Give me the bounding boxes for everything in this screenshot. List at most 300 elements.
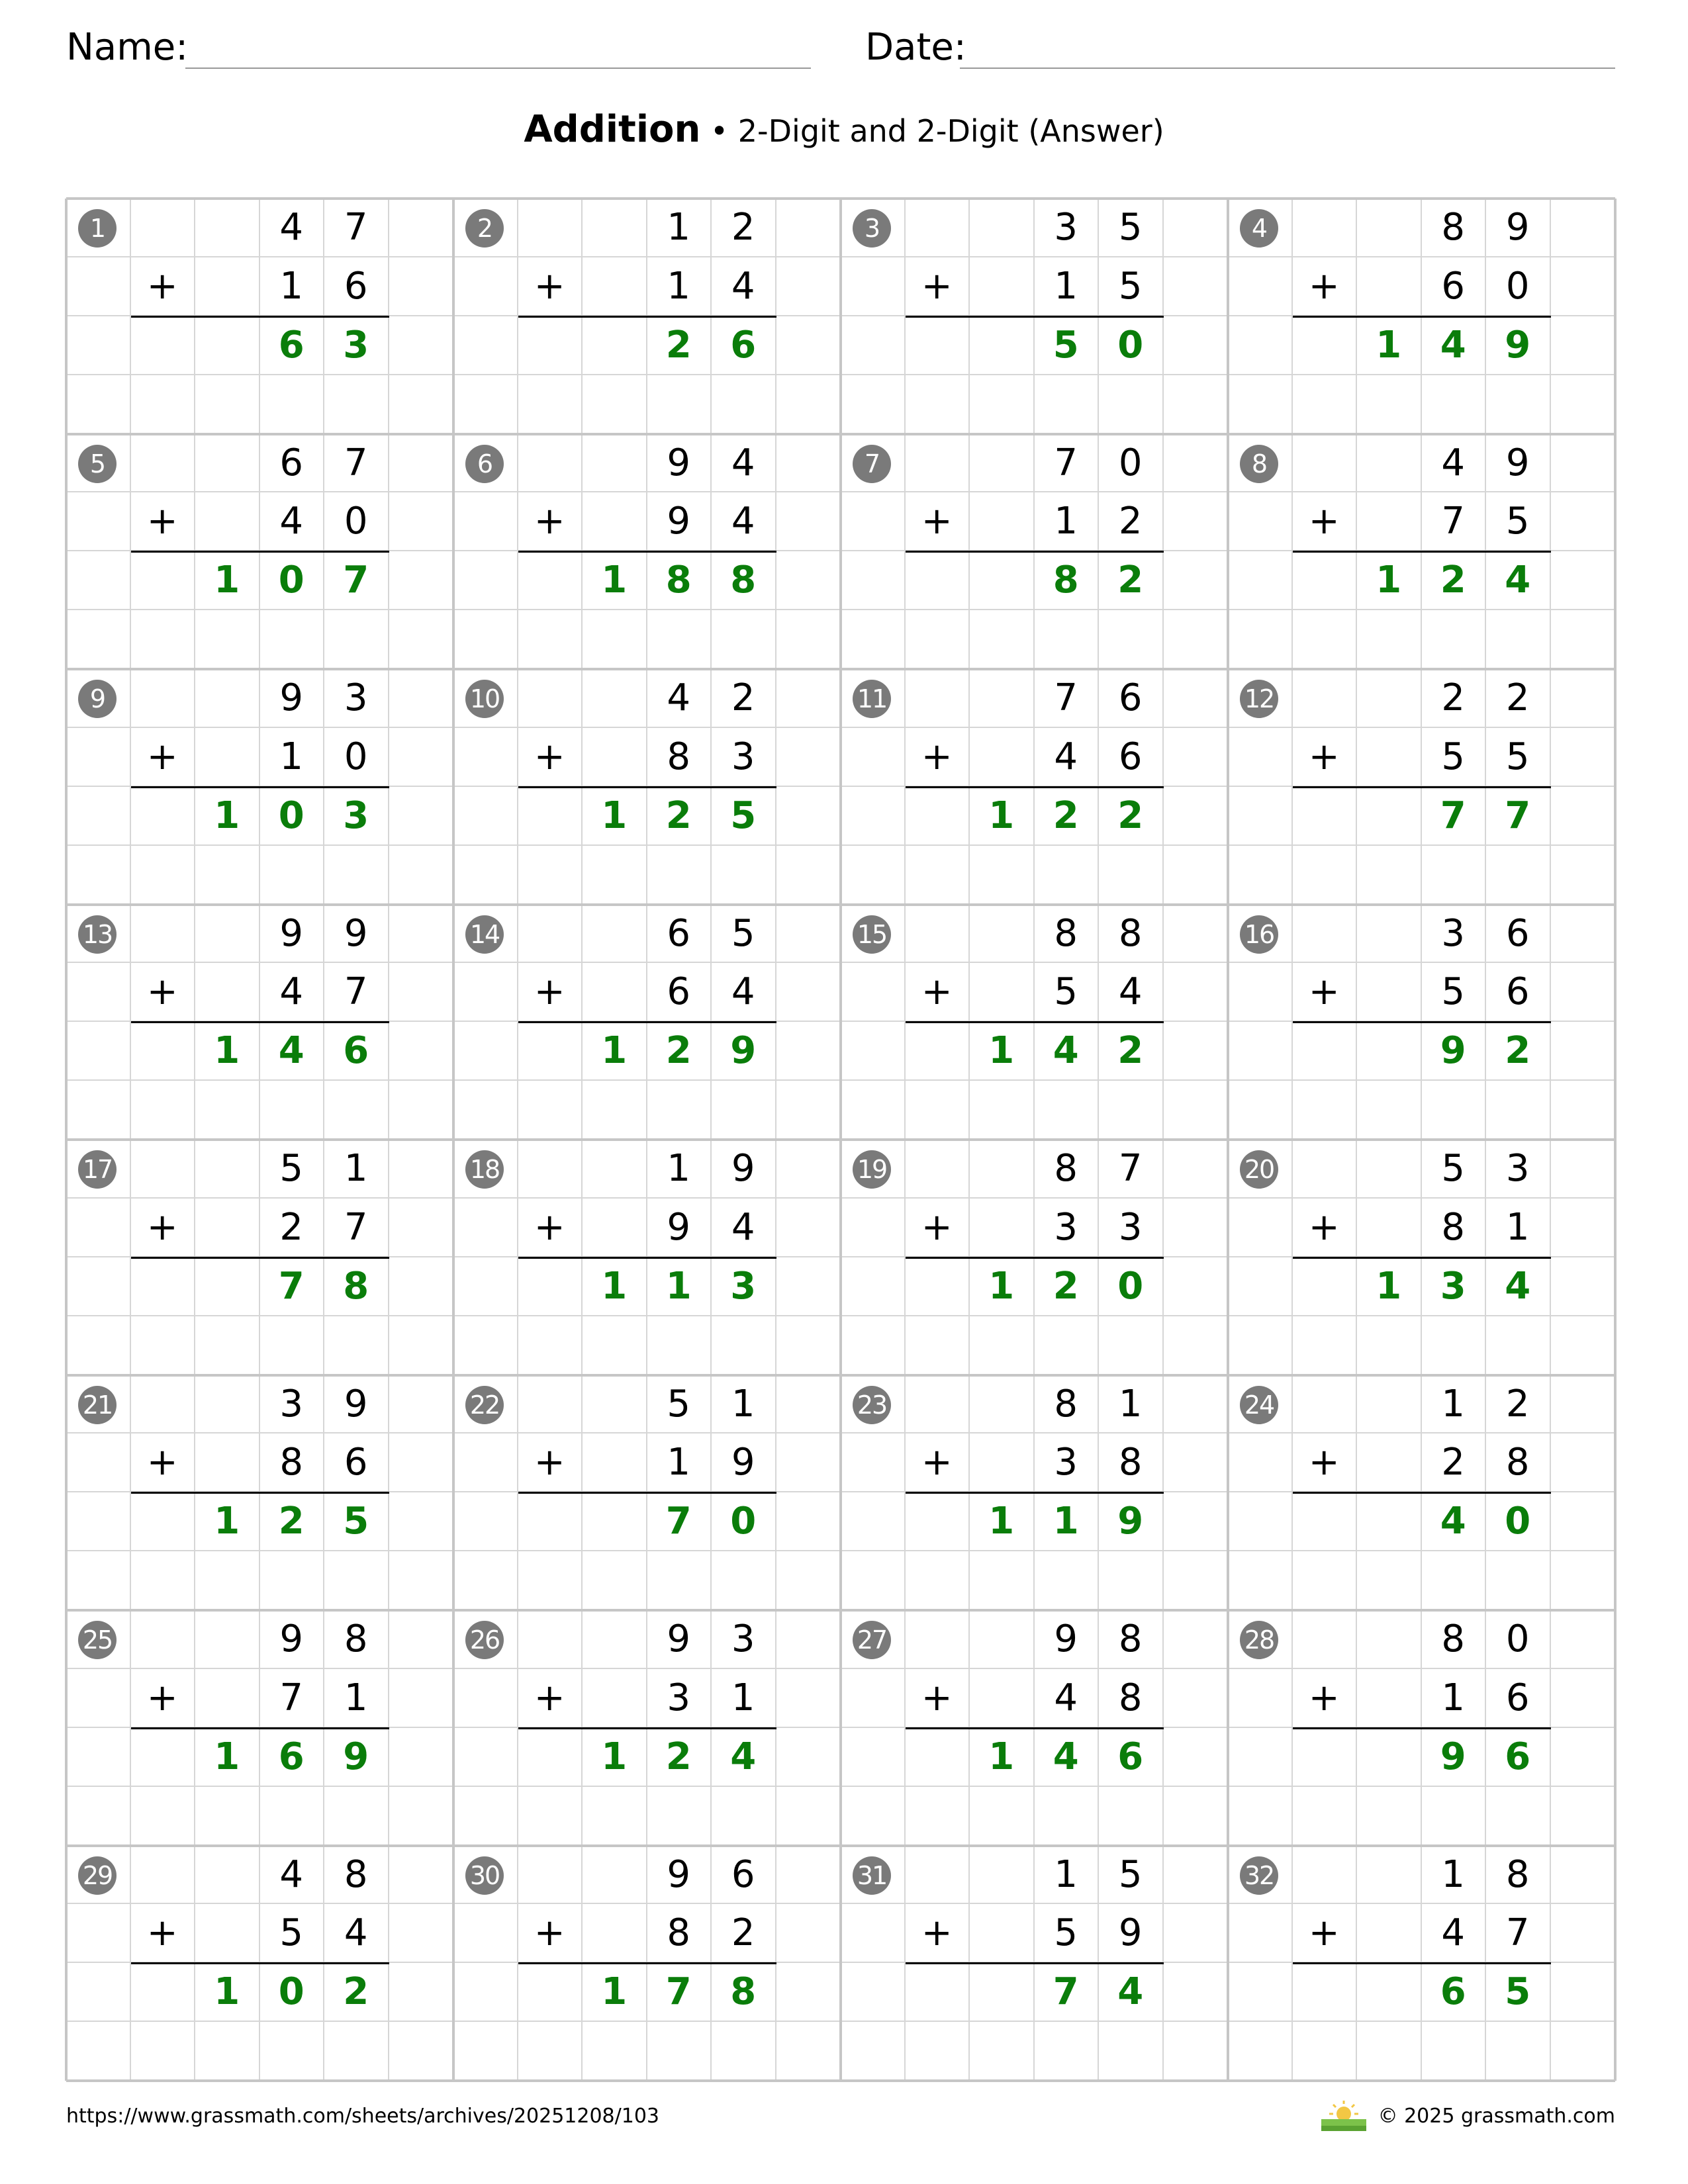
grid-cell (1422, 1551, 1487, 1610)
grid-cell (583, 669, 647, 728)
problem-number-badge: 29 (78, 1856, 117, 1895)
grid-cell (1357, 1610, 1422, 1669)
grid-cell (841, 1433, 906, 1492)
grid-cell (1228, 1787, 1293, 1846)
answer-digit: 1 (583, 551, 647, 610)
grid-cell (970, 1846, 1035, 1905)
problem-5 (66, 434, 453, 670)
answer-digit: 0 (1099, 316, 1164, 375)
grid-cell (389, 1492, 454, 1551)
grid-cell (970, 434, 1035, 493)
grid-cell (1164, 1610, 1229, 1669)
grid-cell (970, 1316, 1035, 1375)
grid-cell (66, 1433, 131, 1492)
grid-cell (1035, 2022, 1100, 2081)
addend-a-digit: 2 (1486, 669, 1551, 728)
grid-cell (1551, 787, 1616, 846)
grid-cell (1164, 1140, 1229, 1199)
grid-cell (776, 610, 841, 669)
grid-cell (970, 1551, 1035, 1610)
grid-cell (1551, 669, 1616, 728)
answer-digit: 8 (1035, 551, 1100, 610)
grid-cell (1551, 1846, 1616, 1905)
grid-cell (1293, 787, 1358, 846)
problem-number-badge: 24 (1240, 1386, 1278, 1424)
grid-cell (1164, 610, 1229, 669)
grid-cell (906, 1022, 970, 1081)
answer-digit: 5 (1486, 1963, 1551, 2022)
grid-divider-horizontal (66, 433, 1615, 435)
grid-cell (1164, 1199, 1229, 1257)
grid-cell (389, 1316, 454, 1375)
addend-b-digit: 4 (712, 492, 776, 551)
answer-digit: 2 (260, 1492, 325, 1551)
answer-digit (1357, 787, 1422, 846)
grid-cell (841, 1199, 906, 1257)
grid-cell (1035, 1787, 1100, 1846)
grid-cell (518, 1728, 583, 1787)
sum-line (1293, 1492, 1551, 1494)
grid-cell (453, 610, 518, 669)
grid-cell (583, 846, 647, 905)
plus-operator: + (518, 257, 583, 316)
grid-cell (518, 1551, 583, 1610)
grid-cell (712, 2022, 776, 2081)
grid-cell (260, 1081, 325, 1140)
addend-b-digit: 0 (324, 492, 389, 551)
title-separator: • (700, 113, 738, 149)
plus-operator: + (518, 1199, 583, 1257)
addend-a-digit: 5 (1099, 199, 1164, 257)
grid-cell (776, 669, 841, 728)
answer-digit: 2 (1099, 1022, 1164, 1081)
problem-18 (453, 1140, 841, 1375)
grid-cell (1551, 1728, 1616, 1787)
grid-cell (1551, 1904, 1616, 1963)
grid-cell (647, 846, 712, 905)
addend-b-digit: 5 (1422, 963, 1487, 1022)
grid-cell (1551, 492, 1616, 551)
grid-cell (1551, 1610, 1616, 1669)
grid-cell (1228, 1728, 1293, 1787)
problem-number-badge: 16 (1240, 915, 1278, 954)
grid-cell (1551, 551, 1616, 610)
grid-cell (841, 257, 906, 316)
problem-number-badge: 25 (78, 1621, 117, 1659)
sum-line (1293, 786, 1551, 788)
plus-operator: + (1293, 1199, 1358, 1257)
answer-digit: 1 (195, 787, 260, 846)
grid-cell (1228, 610, 1293, 669)
grid-cell (324, 1081, 389, 1140)
answer-digit: 0 (260, 1963, 325, 2022)
grid-cell (131, 1728, 196, 1787)
grid-cell (1422, 1787, 1487, 1846)
grid-cell (583, 434, 647, 493)
grid-cell (841, 787, 906, 846)
grid-cell (195, 492, 260, 551)
problem-number-badge: 32 (1240, 1856, 1278, 1895)
answer-digit: 2 (647, 316, 712, 375)
grid-cell (970, 963, 1035, 1022)
grid-cell (195, 905, 260, 964)
grid-cell (1551, 1257, 1616, 1316)
grid-cell (1099, 1316, 1164, 1375)
answer-digit: 6 (260, 1728, 325, 1787)
problem-10 (453, 669, 841, 905)
addend-b-digit: 6 (324, 257, 389, 316)
grid-cell (647, 2022, 712, 2081)
date-field[interactable] (960, 68, 1615, 69)
grid-cell (453, 787, 518, 846)
problem-20 (1228, 1140, 1615, 1375)
sum-line (1293, 1962, 1551, 1964)
problem-number-badge: 3 (853, 209, 891, 248)
answer-digit: 0 (712, 1492, 776, 1551)
grid-cell (518, 551, 583, 610)
grid-cell (518, 375, 583, 434)
grid-cell (1035, 375, 1100, 434)
grid-cell (195, 846, 260, 905)
answer-digit: 9 (1422, 1728, 1487, 1787)
plus-operator: + (131, 1199, 196, 1257)
sum-line (518, 551, 776, 553)
sum-line (906, 1727, 1164, 1729)
grid-cell (1293, 1492, 1358, 1551)
addend-a-digit: 1 (1422, 1846, 1487, 1905)
grid-cell (776, 846, 841, 905)
grid-cell (518, 1787, 583, 1846)
sum-line (1293, 316, 1551, 318)
grid-cell (970, 1433, 1035, 1492)
grid-cell (1422, 610, 1487, 669)
grid-cell (1551, 728, 1616, 787)
grid-cell (1551, 1669, 1616, 1728)
grid-cell (1164, 1787, 1229, 1846)
grid-cell (518, 2022, 583, 2081)
answer-digit: 4 (260, 1022, 325, 1081)
answer-digit (583, 316, 647, 375)
grid-cell (1164, 1022, 1229, 1081)
grid-cell (1164, 905, 1229, 964)
answer-digit (1357, 1492, 1422, 1551)
grid-cell (195, 1846, 260, 1905)
grid-cell (324, 1787, 389, 1846)
plus-operator: + (1293, 492, 1358, 551)
grid-cell (841, 610, 906, 669)
grid-cell (453, 1316, 518, 1375)
answer-digit: 7 (647, 1963, 712, 2022)
grid-cell (260, 1787, 325, 1846)
grid-cell (583, 492, 647, 551)
grid-cell (776, 1081, 841, 1140)
grid-cell (776, 905, 841, 964)
grid-cell (1164, 1963, 1229, 2022)
grid-cell (389, 1728, 454, 1787)
addend-a-digit: 1 (324, 1140, 389, 1199)
answer-digit: 2 (1035, 787, 1100, 846)
addend-a-digit: 4 (1422, 434, 1487, 493)
addend-a-digit: 9 (260, 669, 325, 728)
grid-cell (1228, 1022, 1293, 1081)
grid-cell (1486, 1551, 1551, 1610)
grid-cell (66, 610, 131, 669)
grid-cell (970, 1669, 1035, 1728)
answer-digit: 8 (324, 1257, 389, 1316)
addend-a-digit: 7 (324, 199, 389, 257)
answer-digit: 1 (583, 1728, 647, 1787)
grid-cell (906, 669, 970, 728)
problem-number-badge: 4 (1240, 209, 1278, 248)
grid-cell (1357, 1140, 1422, 1199)
answer-digit: 6 (1422, 1963, 1487, 2022)
plus-operator: + (906, 492, 970, 551)
grid-divider-horizontal (66, 197, 1615, 200)
addend-a-digit: 6 (260, 434, 325, 493)
grid-cell (583, 1199, 647, 1257)
addend-a-digit: 2 (1486, 1375, 1551, 1434)
grid-cell (841, 1257, 906, 1316)
plus-operator: + (131, 728, 196, 787)
answer-digit: 1 (970, 787, 1035, 846)
addend-a-digit: 5 (1422, 1140, 1487, 1199)
grid-cell (841, 1551, 906, 1610)
plus-operator: + (1293, 963, 1358, 1022)
grid-cell (1164, 1846, 1229, 1905)
grid-cell (1293, 1375, 1358, 1434)
grid-cell (1357, 1316, 1422, 1375)
answer-digit: 5 (1035, 316, 1100, 375)
name-field[interactable] (185, 68, 811, 69)
grid-cell (712, 375, 776, 434)
grid-cell (1551, 1022, 1616, 1081)
grid-cell (260, 846, 325, 905)
addend-b-digit: 5 (260, 1904, 325, 1963)
answer-digit: 1 (195, 1963, 260, 2022)
grid-cell (1099, 1787, 1164, 1846)
grid-cell (1357, 669, 1422, 728)
grid-cell (906, 316, 970, 375)
grid-cell (712, 1081, 776, 1140)
plus-operator: + (518, 963, 583, 1022)
answer-digit: 4 (1486, 551, 1551, 610)
grid-cell (195, 1375, 260, 1434)
addend-b-digit: 3 (647, 1669, 712, 1728)
grid-cell (1422, 846, 1487, 905)
addend-b-digit: 1 (1422, 1669, 1487, 1728)
answer-digit: 1 (195, 1492, 260, 1551)
addend-b-digit: 0 (1486, 257, 1551, 316)
addend-a-digit: 4 (260, 1846, 325, 1905)
addend-b-digit: 4 (324, 1904, 389, 1963)
grid-cell (1035, 1081, 1100, 1140)
grid-cell (389, 1199, 454, 1257)
grid-cell (906, 905, 970, 964)
grid-cell (906, 1375, 970, 1434)
grid-cell (1551, 1433, 1616, 1492)
grid-cell (1164, 1433, 1229, 1492)
grid-cell (1035, 1316, 1100, 1375)
sum-line (906, 786, 1164, 788)
grid-cell (1164, 728, 1229, 787)
answer-digit: 7 (260, 1257, 325, 1316)
answer-digit: 2 (647, 787, 712, 846)
grid-cell (324, 1316, 389, 1375)
answer-digit: 2 (1099, 787, 1164, 846)
addend-a-digit: 4 (647, 669, 712, 728)
grid-cell (1357, 199, 1422, 257)
addend-b-digit: 1 (712, 1669, 776, 1728)
grid-cell (712, 610, 776, 669)
grid-cell (583, 1846, 647, 1905)
addend-a-digit: 9 (1486, 434, 1551, 493)
sum-line (518, 1962, 776, 1964)
grid-cell (131, 316, 196, 375)
grid-cell (1164, 375, 1229, 434)
grid-cell (66, 1199, 131, 1257)
grid-cell (518, 1257, 583, 1316)
grid-cell (1293, 1610, 1358, 1669)
grid-cell (776, 1316, 841, 1375)
grid-cell (453, 1728, 518, 1787)
answer-digit: 0 (1099, 1257, 1164, 1316)
addend-b-digit: 7 (1422, 492, 1487, 551)
grid-cell (970, 1140, 1035, 1199)
addend-b-digit: 4 (1422, 1904, 1487, 1963)
grid-cell (1293, 375, 1358, 434)
sum-line (1293, 1257, 1551, 1259)
grid-cell (1164, 1316, 1229, 1375)
grid-cell (970, 1904, 1035, 1963)
answer-digit: 4 (712, 1728, 776, 1787)
grid-cell (1228, 1904, 1293, 1963)
grid-cell (776, 1610, 841, 1669)
grid-cell (906, 1140, 970, 1199)
grid-cell (389, 1551, 454, 1610)
grid-cell (1293, 1081, 1358, 1140)
answer-digit: 1 (1357, 316, 1422, 375)
grid-cell (389, 551, 454, 610)
grid-cell (776, 1140, 841, 1199)
grid-cell (1357, 1551, 1422, 1610)
addend-b-digit: 8 (1099, 1669, 1164, 1728)
addend-b-digit: 7 (1486, 1904, 1551, 1963)
grid-cell (66, 551, 131, 610)
problem-17 (66, 1140, 453, 1375)
grid-cell (518, 1610, 583, 1669)
grid-cell (970, 1199, 1035, 1257)
sum-line (906, 316, 1164, 318)
grid-cell (66, 1081, 131, 1140)
grid-cell (1551, 434, 1616, 493)
addend-b-digit: 8 (1422, 1199, 1487, 1257)
grid-cell (1293, 1551, 1358, 1610)
addend-a-digit: 8 (1035, 905, 1100, 964)
addend-a-digit: 4 (260, 199, 325, 257)
addend-a-digit: 7 (1099, 1140, 1164, 1199)
addend-b-digit: 7 (324, 1199, 389, 1257)
problem-15 (841, 905, 1228, 1140)
addend-a-digit: 7 (324, 434, 389, 493)
grid-cell (195, 1316, 260, 1375)
problem-1 (66, 199, 453, 434)
answer-digit: 4 (1422, 1492, 1487, 1551)
addend-b-digit: 2 (712, 1904, 776, 1963)
grid-cell (1228, 551, 1293, 610)
addend-a-digit: 8 (1422, 1610, 1487, 1669)
grid-cell (195, 199, 260, 257)
answer-digit: 1 (583, 1022, 647, 1081)
grid-cell (776, 787, 841, 846)
grid-cell (131, 1551, 196, 1610)
grid-cell (260, 1316, 325, 1375)
grid-cell (970, 375, 1035, 434)
grid-cell (453, 1904, 518, 1963)
addend-b-digit: 4 (260, 492, 325, 551)
problem-number-badge: 22 (465, 1386, 504, 1424)
grid-cell (453, 1669, 518, 1728)
grid-cell (1486, 2022, 1551, 2081)
grid-cell (1293, 199, 1358, 257)
grid-cell (131, 1787, 196, 1846)
answer-digit: 1 (583, 1963, 647, 2022)
grid-cell (1228, 1551, 1293, 1610)
sum-line (518, 1492, 776, 1494)
grid-cell (1551, 1551, 1616, 1610)
addend-a-digit: 2 (1422, 669, 1487, 728)
grid-cell (131, 1610, 196, 1669)
sum-line (906, 551, 1164, 553)
addend-a-digit: 6 (712, 1846, 776, 1905)
answer-digit: 1 (583, 787, 647, 846)
problem-number-badge: 28 (1240, 1621, 1278, 1659)
answer-digit: 7 (1035, 1963, 1100, 2022)
addend-a-digit: 6 (1099, 669, 1164, 728)
answer-digit (1357, 1022, 1422, 1081)
answer-digit (970, 1963, 1035, 2022)
answer-digit (195, 1257, 260, 1316)
grid-cell (131, 1022, 196, 1081)
grid-cell (647, 1787, 712, 1846)
problem-number-badge: 27 (853, 1621, 891, 1659)
plus-operator: + (1293, 1904, 1358, 1963)
grid-cell (1357, 610, 1422, 669)
grid-cell (453, 1433, 518, 1492)
addend-a-digit: 3 (1486, 1140, 1551, 1199)
sum-line (906, 1962, 1164, 1964)
grid-cell (776, 728, 841, 787)
plus-operator: + (906, 1433, 970, 1492)
grid-cell (260, 610, 325, 669)
addend-a-digit: 1 (647, 199, 712, 257)
grid-cell (776, 1669, 841, 1728)
grid-cell (1486, 846, 1551, 905)
grid-cell (324, 610, 389, 669)
grid-cell (66, 846, 131, 905)
answer-digit: 6 (1486, 1728, 1551, 1787)
answer-digit: 3 (1422, 1257, 1487, 1316)
grid-cell (841, 1669, 906, 1728)
grid-cell (583, 728, 647, 787)
sum-line (518, 1727, 776, 1729)
grid-cell (906, 551, 970, 610)
addend-b-digit: 8 (647, 728, 712, 787)
plus-operator: + (131, 492, 196, 551)
grid-cell (1551, 1963, 1616, 2022)
grid-cell (66, 375, 131, 434)
grid-cell (906, 1257, 970, 1316)
grid-cell (1357, 1081, 1422, 1140)
